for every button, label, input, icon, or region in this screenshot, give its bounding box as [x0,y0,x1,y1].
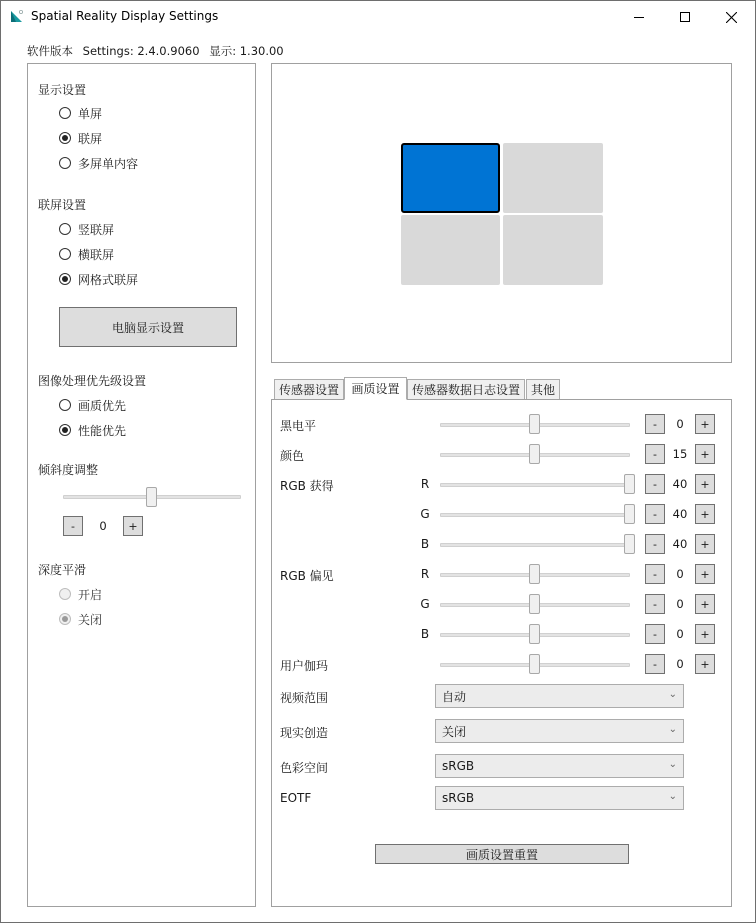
radio-icon [59,223,71,235]
radio-checked-icon [59,273,71,285]
video-range-label: 视频范围 [280,691,329,705]
rgb-bias-g-value: 0 [676,597,684,611]
radio-icon [59,588,71,600]
chevron-down-icon: ⌄ [668,791,677,802]
rgb-gain-g-slider-track[interactable] [440,513,630,517]
rgb-bias-b-minus-button[interactable]: - [645,624,665,644]
rgb-gain-r-slider-track[interactable] [440,483,630,487]
eotf-select[interactable]: sRGB ⌄ [435,786,684,810]
display-tile[interactable] [503,215,603,285]
display-tile[interactable] [503,143,603,213]
user-gamma-slider-thumb[interactable] [529,654,540,674]
black-level-plus-button[interactable]: + [695,414,715,434]
display-layout-preview [271,63,732,363]
rgb-gain-r-label: R [420,477,430,491]
rgb-bias-r-label: R [420,567,430,581]
quality-reset-button[interactable]: 画质设置重置 [375,844,629,864]
color-slider-thumb[interactable] [529,444,540,464]
version-label: 软件版本 [27,44,73,58]
radio-icon [59,399,71,411]
rgb-gain-label: RGB 获得 [280,479,334,493]
tiling-settings-title: 联屏设置 [38,198,87,212]
color-plus-button[interactable]: + [695,444,715,464]
black-level-value: 0 [676,417,684,431]
window-title: Spatial Reality Display Settings [31,9,219,23]
reality-creation-select[interactable]: 关闭 ⌄ [435,719,684,743]
rgb-gain-b-slider-track[interactable] [440,543,630,547]
rgb-gain-r-plus-button[interactable]: + [695,474,715,494]
radio-icon [59,157,71,169]
rgb-gain-g-value: 40 [672,507,688,521]
close-icon [726,12,737,23]
radio-icon [59,107,71,119]
rgb-bias-g-minus-button[interactable]: - [645,594,665,614]
rgb-bias-label: RGB 偏见 [280,569,334,583]
app-logo-icon [10,9,24,23]
display-settings-title: 显示设置 [38,83,87,97]
radio-multi-screen-single-content[interactable]: 多屏单内容 [59,155,138,171]
radio-depth-smoothing-off[interactable]: 关闭 [59,611,102,627]
tilt-slider-thumb[interactable] [146,487,157,507]
maximize-button[interactable] [662,1,708,33]
left-settings-panel [27,63,256,907]
rgb-bias-b-plus-button[interactable]: + [695,624,715,644]
user-gamma-value: 0 [676,657,684,671]
black-level-label: 黑电平 [280,419,317,433]
priority-settings-title: 图像处理优先级设置 [38,374,147,388]
maximize-icon [680,12,690,22]
rgb-gain-b-plus-button[interactable]: + [695,534,715,554]
depth-smoothing-title: 深度平滑 [38,563,87,577]
settings-version: Settings: 2.4.0.9060 [82,44,200,58]
minimize-button[interactable] [616,1,662,33]
rgb-gain-r-slider-thumb[interactable] [624,474,635,494]
user-gamma-minus-button[interactable]: - [645,654,665,674]
color-space-select[interactable]: sRGB ⌄ [435,754,684,778]
user-gamma-label: 用户伽玛 [280,659,329,673]
color-minus-button[interactable]: - [645,444,665,464]
tab-quality-settings[interactable]: 画质设置 [344,377,407,400]
radio-tiled-screen[interactable]: 联屏 [59,130,102,146]
reality-creation-label: 现实创造 [280,726,329,740]
pc-display-settings-button[interactable]: 电脑显示设置 [59,307,237,347]
radio-performance-priority[interactable]: 性能优先 [59,422,126,438]
rgb-bias-g-slider-thumb[interactable] [529,594,540,614]
rgb-bias-b-label: B [420,627,430,641]
radio-vertical-tiling[interactable]: 竖联屏 [59,221,114,237]
rgb-bias-r-minus-button[interactable]: - [645,564,665,584]
rgb-gain-g-slider-thumb[interactable] [624,504,635,524]
tab-sensor-log-settings[interactable]: 传感器数据日志设置 [407,379,525,400]
rgb-bias-r-plus-button[interactable]: + [695,564,715,584]
tilt-minus-button[interactable]: - [63,516,83,536]
eotf-label: EOTF [280,791,312,805]
rgb-bias-b-slider-thumb[interactable] [529,624,540,644]
rgb-bias-r-value: 0 [676,567,684,581]
tilt-plus-button[interactable]: + [123,516,143,536]
rgb-bias-g-label: G [420,597,430,611]
rgb-gain-b-slider-thumb[interactable] [624,534,635,554]
radio-icon [59,248,71,260]
close-button[interactable] [708,1,754,33]
title-bar [1,1,755,33]
quality-settings-panel [271,399,732,907]
rgb-bias-g-plus-button[interactable]: + [695,594,715,614]
radio-single-screen[interactable]: 单屏 [59,105,102,121]
version-info [27,43,290,59]
rgb-gain-r-value: 40 [672,477,688,491]
radio-grid-tiling[interactable]: 网格式联屏 [59,271,138,287]
color-label: 颜色 [280,449,305,463]
chevron-down-icon: ⌄ [668,689,677,700]
rgb-gain-g-plus-button[interactable]: + [695,504,715,524]
rgb-gain-b-label: B [420,537,430,551]
radio-checked-icon [59,613,71,625]
rgb-gain-g-minus-button[interactable]: - [645,504,665,524]
radio-checked-icon [59,132,71,144]
minimize-icon [634,17,644,18]
tilt-value: 0 [99,519,107,533]
chevron-down-icon: ⌄ [668,724,677,735]
chevron-down-icon: ⌄ [668,759,677,770]
radio-horizontal-tiling[interactable]: 横联屏 [59,246,114,262]
display-tile[interactable] [401,215,500,285]
black-level-slider-thumb[interactable] [529,414,540,434]
color-value: 15 [672,447,688,461]
radio-checked-icon [59,424,71,436]
tab-sensor-settings[interactable]: 传感器设置 [274,379,344,400]
display-version: 显示: 1.30.00 [209,44,284,58]
rgb-gain-g-label: G [420,507,430,521]
radio-depth-smoothing-on[interactable]: 开启 [59,586,102,602]
tab-other[interactable]: 其他 [526,379,560,400]
rgb-gain-r-minus-button[interactable]: - [645,474,665,494]
user-gamma-plus-button[interactable]: + [695,654,715,674]
video-range-select[interactable]: 自动 ⌄ [435,684,684,708]
black-level-minus-button[interactable]: - [645,414,665,434]
rgb-bias-r-slider-thumb[interactable] [529,564,540,584]
rgb-gain-b-minus-button[interactable]: - [645,534,665,554]
tilt-adjust-title: 倾斜度调整 [38,463,99,477]
radio-quality-priority[interactable]: 画质优先 [59,397,126,413]
color-space-label: 色彩空间 [280,761,329,775]
rgb-gain-b-value: 40 [672,537,688,551]
display-tile-selected[interactable] [401,143,500,213]
rgb-bias-b-value: 0 [676,627,684,641]
